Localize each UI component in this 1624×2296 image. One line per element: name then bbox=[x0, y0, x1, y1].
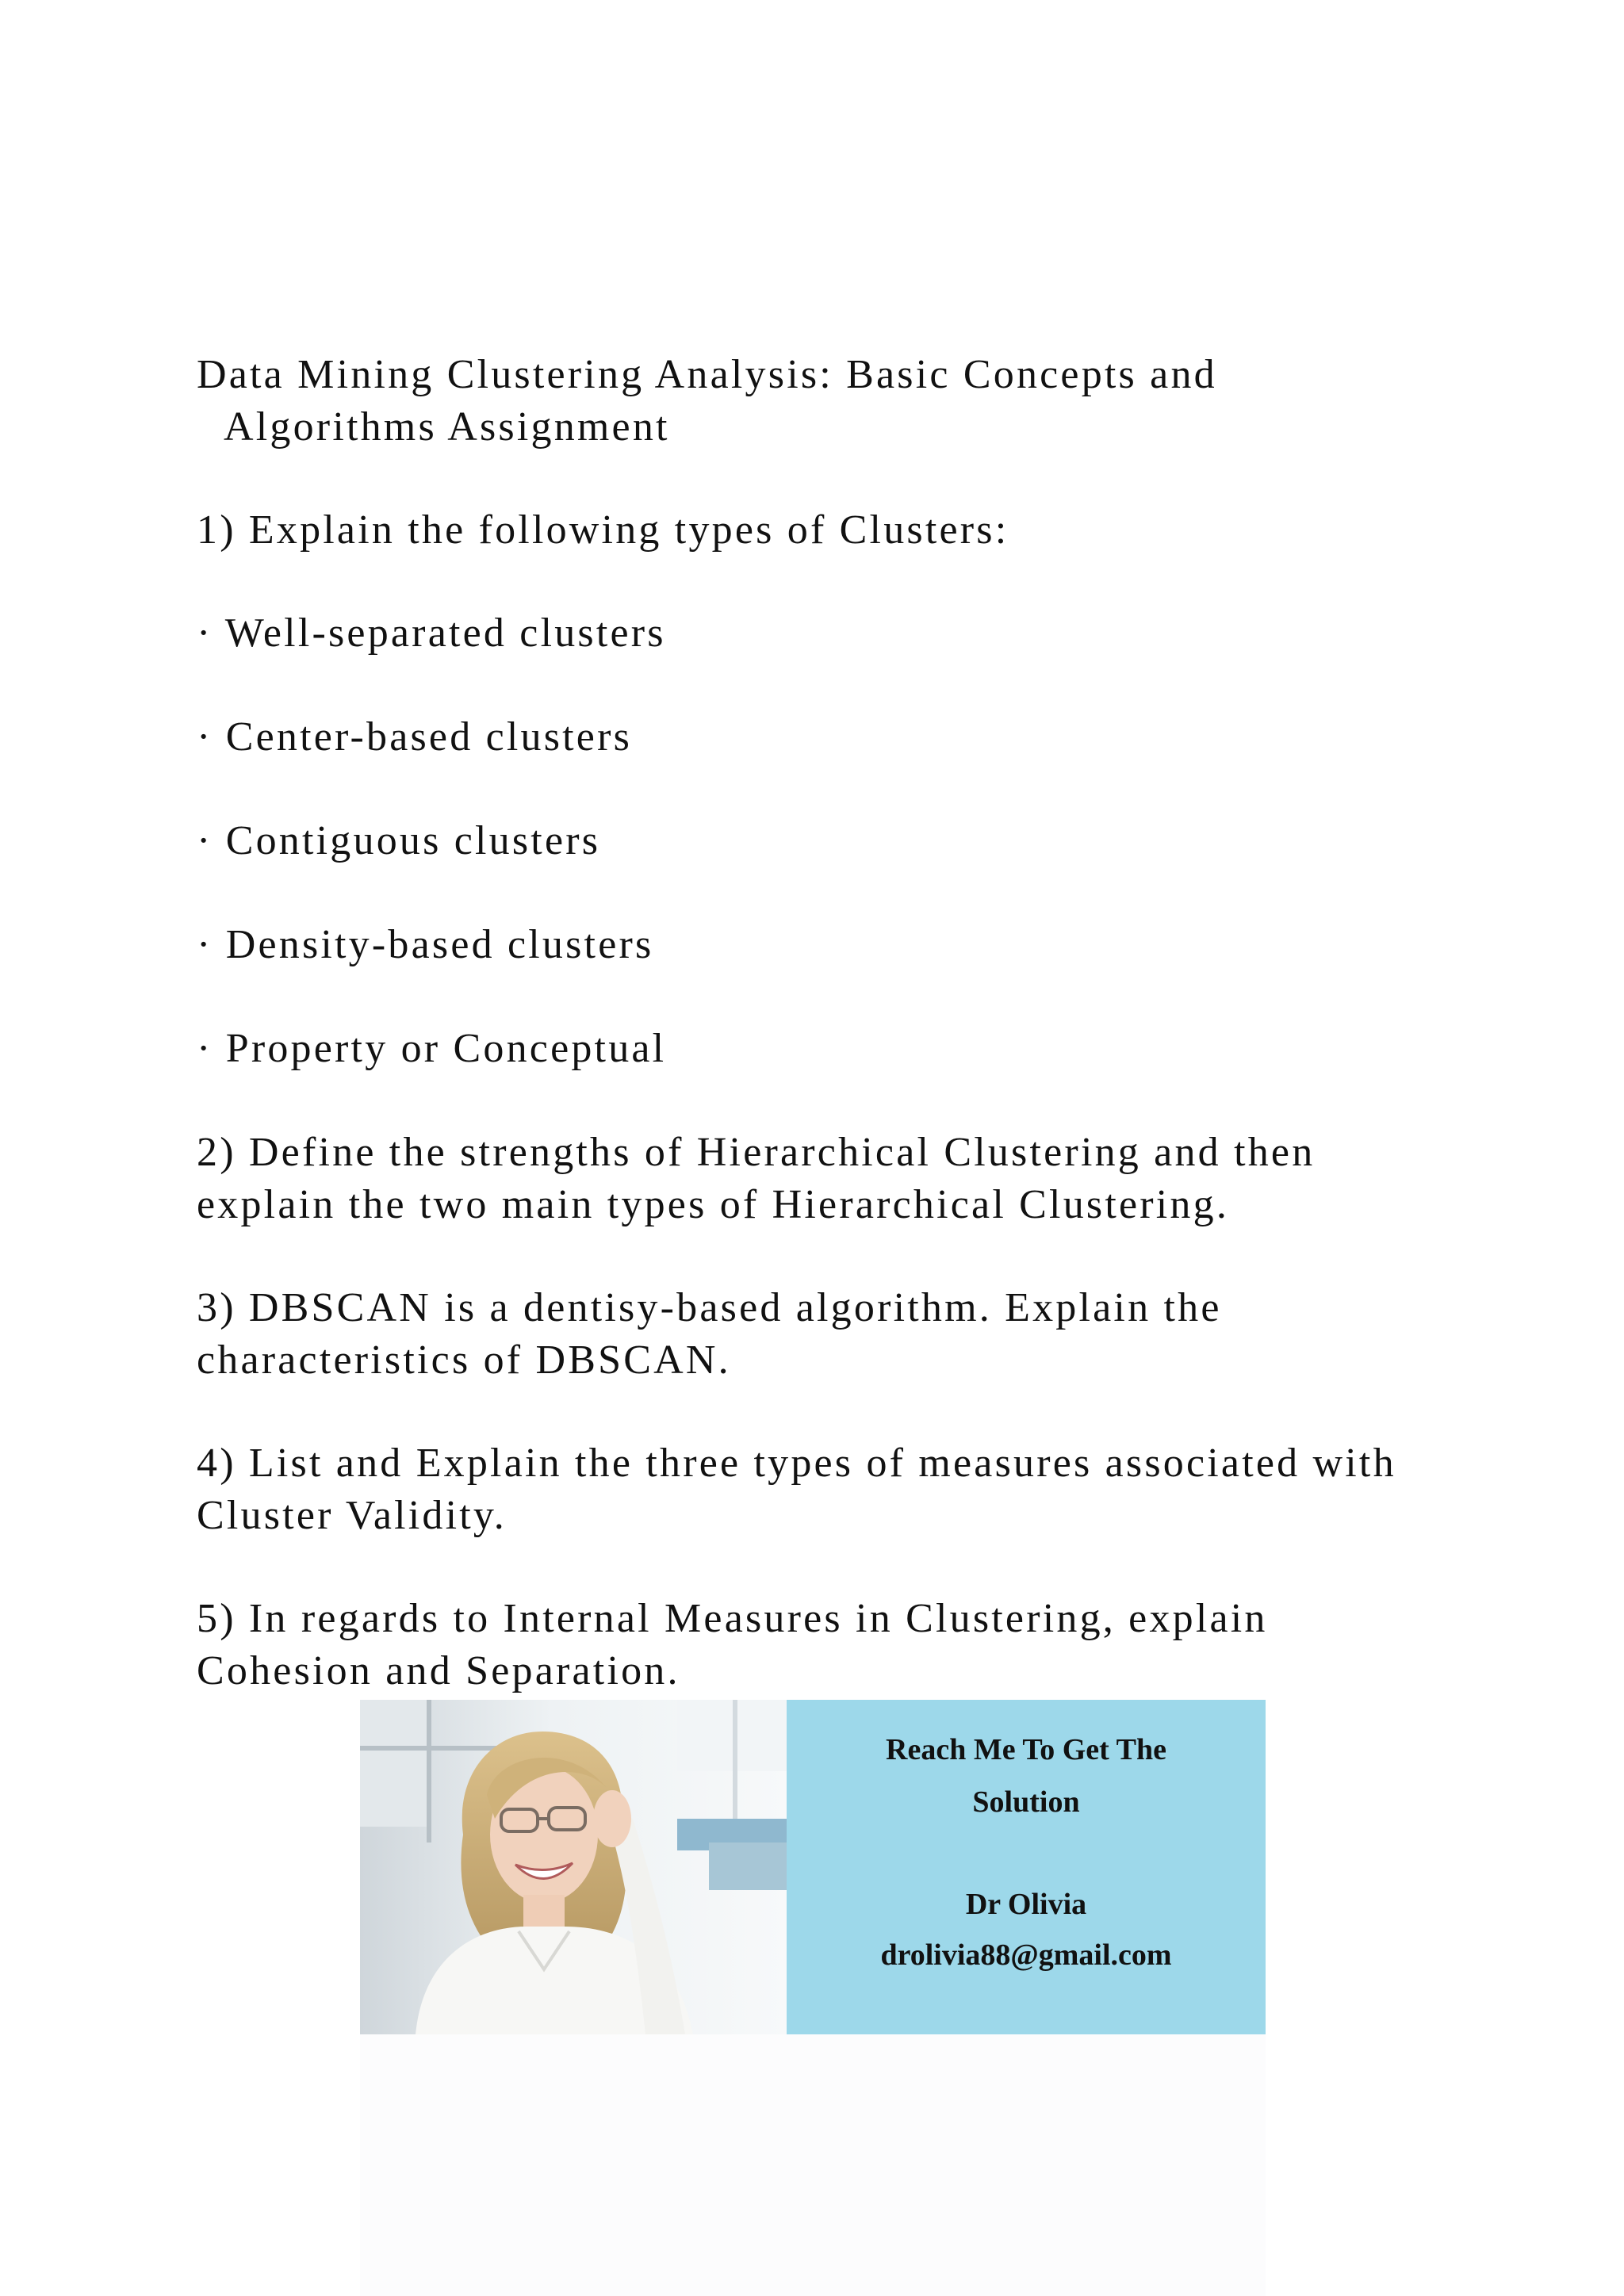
reach-line-2: Solution bbox=[972, 1785, 1080, 1819]
contact-email[interactable]: drolivia88@gmail.com bbox=[880, 1938, 1172, 1972]
question-5 bbox=[197, 1593, 1434, 1697]
image-lower-area bbox=[360, 2034, 1266, 2296]
question-3-line-1: 3) DBSCAN is a dentisy-based algorithm. Explain the bbox=[197, 1285, 1222, 1330]
title-line-1: Data Mining Clustering Analysis: Basic Concepts and bbox=[197, 352, 1217, 397]
question-1: 1) Explain the following types of Clusters: bbox=[197, 507, 1009, 553]
question-5-line-2: Cohesion and Separation. bbox=[197, 1648, 680, 1693]
assignment-text bbox=[197, 349, 1434, 1697]
bullet-well-separated: · Well-separated clusters bbox=[197, 610, 666, 656]
woman-photo bbox=[360, 1700, 787, 2034]
question-2-line-2: explain the two main types of Hierarchical Clustering. bbox=[197, 1182, 1230, 1227]
bullet-contiguous: · Contiguous clusters bbox=[197, 818, 601, 863]
question-3-line-2: characteristics of DBSCAN. bbox=[197, 1337, 731, 1383]
question-4-line-1: 4) List and Explain the three types of measures associated with bbox=[197, 1441, 1396, 1486]
reach-me-text bbox=[787, 1724, 1266, 1828]
contact-banner bbox=[360, 1700, 1266, 2034]
title-line-2: Algorithms Assignment bbox=[224, 404, 670, 450]
bullet-property-conceptual: · Property or Conceptual bbox=[197, 1026, 667, 1071]
document-title bbox=[197, 349, 1434, 453]
question-2-line-1: 2) Define the strengths of Hierarchical Clustering and then bbox=[197, 1130, 1316, 1175]
question-3 bbox=[197, 1282, 1434, 1387]
bullet-center-based: · Center-based clusters bbox=[197, 714, 633, 760]
contact-name: Dr Olivia bbox=[965, 1888, 1087, 1921]
question-5-line-1: 5) In regards to Internal Measures in Clustering, explain bbox=[197, 1596, 1268, 1641]
question-2 bbox=[197, 1127, 1434, 1231]
question-4-line-2: Cluster Validity. bbox=[197, 1493, 507, 1538]
bullet-density-based: · Density-based clusters bbox=[197, 922, 654, 967]
contact-panel bbox=[787, 1700, 1266, 2034]
question-4 bbox=[197, 1437, 1434, 1542]
reach-line-1: Reach Me To Get The bbox=[886, 1733, 1166, 1766]
